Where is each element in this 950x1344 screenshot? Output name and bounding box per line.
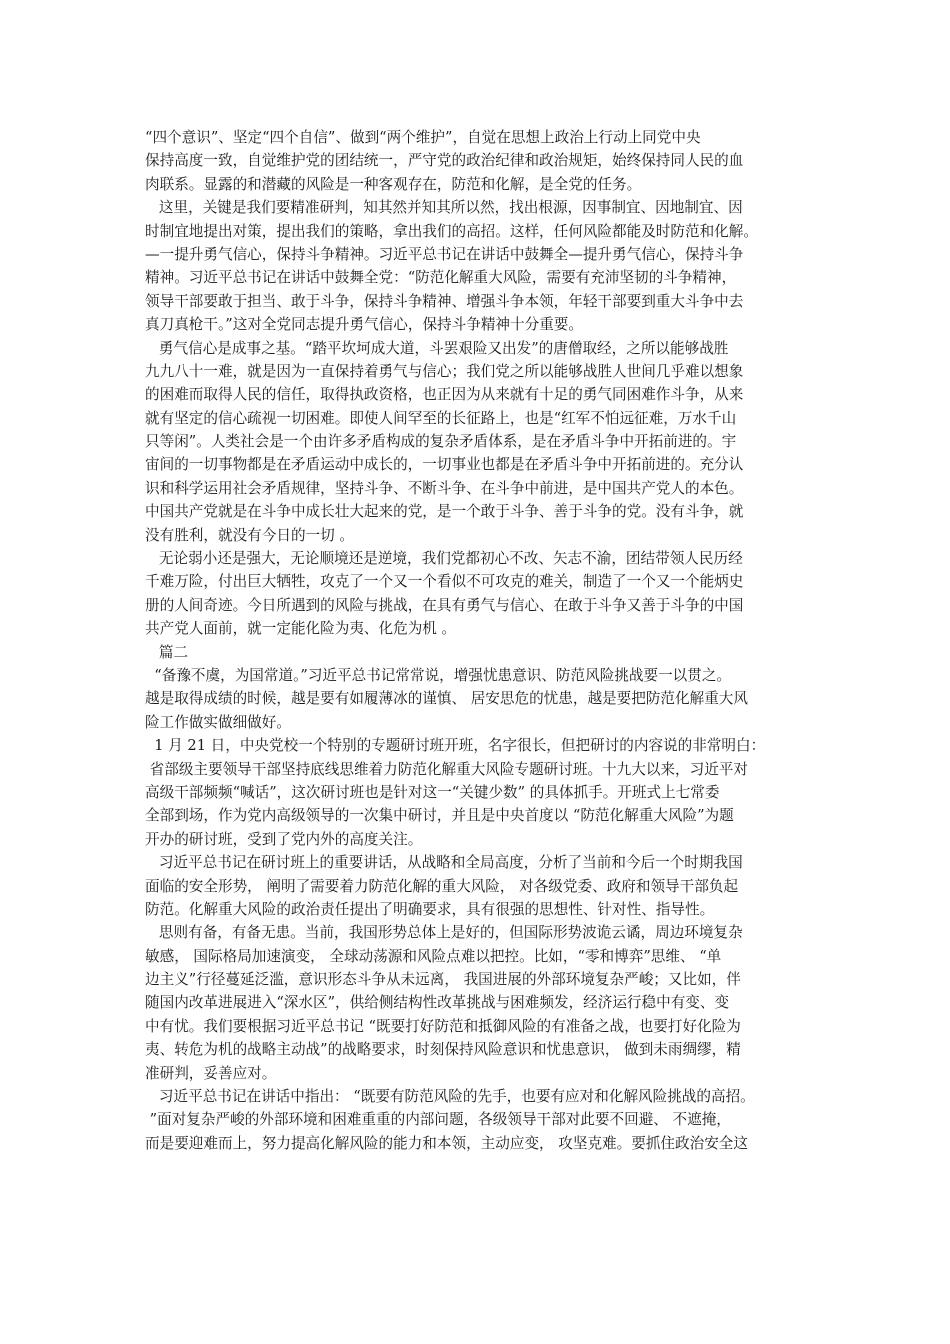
text-line: 的困难而取得人民的信任，取得执政资格，也正因为从来就有十足的勇气同困难作斗争，从来	[145, 386, 744, 404]
text-line: 共产党人面前，就一定能化险为夷、化危为机 。	[145, 620, 457, 638]
text-line: 只等闲”。人类社会是一个由许多矛盾构成的复杂矛盾体系，是在矛盾斗争中开拓前进的。宇	[145, 433, 737, 451]
text-line: 夷、转危为机的战略主动战”的战略要求，时刻保持风险意识和忧患意识， 做到未雨绸缪，精	[145, 1041, 741, 1059]
text-line: 无论弱小还是强大，无论顺境还是逆境，我们党都初心不改、矢志不渝，团结带领人民历经	[145, 550, 743, 568]
text-line: 敏感， 国际格局加速演变， 全球动荡源和风险点难以把控。比如，“零和博弈”思维、 “单	[145, 947, 722, 965]
text-line: “四个意识”、坚定“四个自信”、做到“两个维护”，自觉在思想上政治上行动上同党中央	[145, 129, 701, 146]
text-line: 随国内改革进展进入“深水区”，供给侧结构性改革挑战与困难频发，经济运行稳中有变、变	[145, 994, 730, 1012]
text-line: —一提升勇气信心，保持斗争精神。习近平总书记在讲话中鼓舞全—提升勇气信心，保持斗争	[145, 245, 744, 263]
text-line: 省部级主要领导干部坚持底线思维着力防范化解重大风险专题研讨班。十九大以来，习近平对	[145, 760, 748, 778]
text-line: ”面对复杂严峻的外部环境和困难重重的内部问题，各级领导干部对此要不回避、 不遮掩，	[145, 1111, 731, 1129]
text-line: 真刀真枪干。”这对全党同志提升勇气信心，保持斗争精神十分重要。	[145, 316, 583, 334]
text-line: 保持高度一致，自觉维护党的团结统一，严守党的政治纪律和政治规矩，始终保持同人民的血	[145, 152, 744, 170]
section-heading: 篇二	[145, 643, 189, 661]
text-line: 1 月 21 日，中央党校一个特别的专题研讨班开班，名字很长，但把研讨的内容说的非常明白：	[145, 737, 766, 755]
text-line: 千难万险，付出巨大牺牲，攻克了一个又一个看似不可攻克的难关，制造了一个又一个能炳史	[145, 573, 744, 591]
text-line: 边主义”行径蔓延泛滥，意识形态斗争从未远离， 我国进展的外部环境复杂严峻；又比如，伴	[145, 971, 741, 989]
text-line: 册的人间奇迹。今日所遇到的风险与挑战，在具有勇气与信心、在敢于斗争又善于斗争的中国	[145, 596, 744, 614]
text-line: “备豫不虞，为国常道。”习近平总书记常常说，增强忧患意识、防范风险挑战要一以贯之。	[145, 666, 732, 684]
text-line: 面临的安全形势， 阐明了需要着力防范化解的重大风险， 对各级党委、政府和领导干部负起	[145, 877, 739, 895]
text-line: 这里，关键是我们要精准研判，知其然并知其所以然，找出根源，因事制宜、因地制宜、因	[145, 199, 743, 217]
text-line: 精神。习近平总书记在讲话中鼓舞全党：“防范化解重大风险，需要有充沛坚韧的斗争精神，	[145, 269, 737, 287]
text-line: 中国共产党就是在斗争中成长壮大起来的党，是一个敢于斗争、善于斗争的党。没有斗争，就	[145, 503, 744, 521]
text-line: 险工作做实做细做好。	[145, 713, 291, 731]
text-line: 高级干部频频“喊话”，这次研讨班也是针对这一“关键少数” 的具体抓手。开班式上七常委	[145, 783, 720, 801]
text-line: 肉联系。显露的和潜藏的风险是一种客观存在，防范和化解，是全党的任务。	[145, 175, 642, 193]
text-line: 宙间的一切事物都是在矛盾运动中成长的，一切事业也都是在矛盾斗争中开拓前进的。充分认	[145, 456, 744, 474]
text-line: 而是要迎难而上，努力提高化解风险的能力和本领，主动应变， 攻坚克难。要抓住政治安全这	[145, 1134, 748, 1152]
document-page	[145, 126, 815, 1155]
text-line: 中有忧。我们要根据习近平总书记 “既要打好防范和抵御风险的有准备之战，也要打好化险为	[145, 1017, 741, 1035]
text-line: 越是取得成绩的时候，越是要有如履薄冰的谨慎、 居安思危的忧患，越是要把防范化解重大风	[145, 690, 748, 708]
text-line: 准研判，妥善应对。	[145, 1064, 277, 1082]
text-line: 识和科学运用社会矛盾规律，坚持斗争、不断斗争、在斗争中前进，是中国共产党人的本色。	[145, 479, 744, 497]
text-line: 全部到场，作为党内高级领导的一次集中研讨，并且是中央首度以 “防范化解重大风险”为题	[145, 807, 734, 825]
text-line: 勇气信心是成事之基。“踏平坎坷成大道，斗罢艰险又出发”的唐僧取经，之所以能够战胜	[145, 339, 729, 357]
text-line: 时制宜地提出对策，提出我们的策略，拿出我们的高招。这样，任何风险都能及时防范和化解。	[145, 222, 758, 240]
text-line: 没有胜利，就没有今日的一切 。	[145, 526, 354, 544]
text-line: 防范。化解重大风险的政治责任提出了明确要求，具有很强的思想性、针对性、指导性。	[145, 900, 715, 918]
text-line: 领导干部要敢于担当、敢于斗争，保持斗争精神、增强斗争本领，年轻干部要到重大斗争中去	[145, 292, 744, 310]
text-line: 九九八十一难，就是因为一直保持着勇气与信心；我们党之所以能够战胜人世间几乎难以想象	[145, 362, 744, 380]
text-line: 习近平总书记在研讨班上的重要讲话，从战略和全局高度，分析了当前和今后一个时期我国	[145, 854, 743, 872]
text-line: 开办的研讨班，受到了党内外的高度关注。	[145, 830, 423, 848]
text-line: 习近平总书记在讲话中指出： “既要有防范风险的先手，也要有应对和化解风险挑战的高招。	[145, 1088, 755, 1106]
text-line: 思则有备，有备无患。当前，我国形势总体上是好的，但国际形势波诡云谲，周边环境复杂	[145, 924, 743, 942]
text-line: 就有坚定的信心疏视一切困难。即使人间罕至的长征路上，也是“红军不怕远征难，万水千山	[145, 409, 737, 427]
